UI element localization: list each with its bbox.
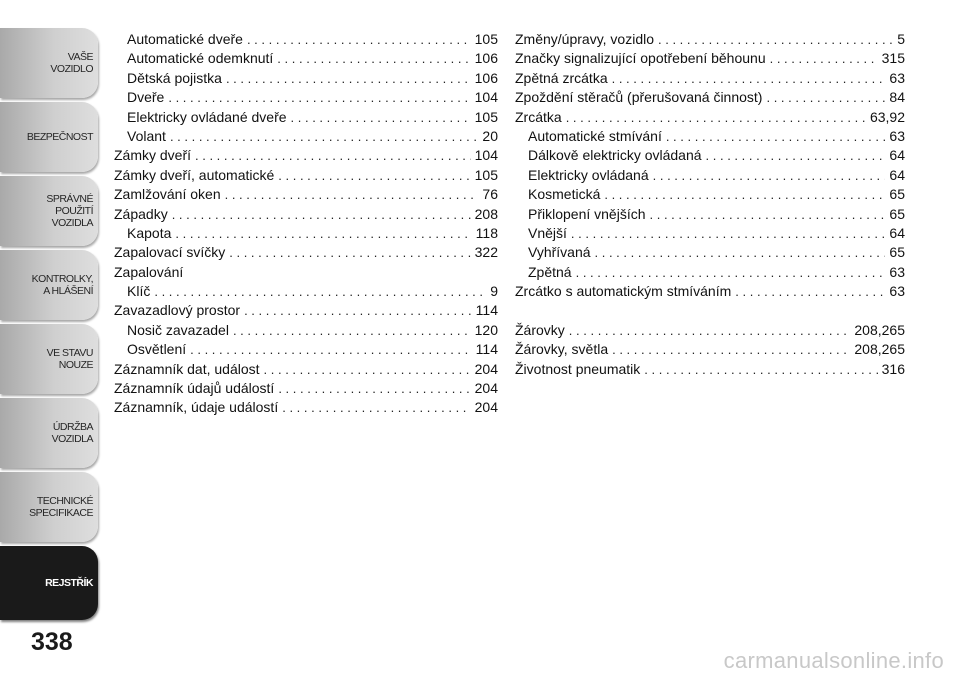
- index-subentry[interactable]: [114, 127, 498, 146]
- index-term: Elektricky ovládané dveře: [127, 108, 287, 125]
- index-page-ref: 104: [474, 147, 498, 164]
- index-term: Volant: [127, 127, 166, 144]
- chapter-tab-label: KONTROLKY, A HLÁŠENÍ: [31, 273, 93, 297]
- dot-leader: [168, 88, 470, 107]
- index-subentry[interactable]: [114, 49, 498, 68]
- index-entry[interactable]: [114, 360, 498, 379]
- index-page-ref: 65: [889, 186, 905, 203]
- index-term: Záznamník, údaje událostí: [114, 399, 279, 416]
- index-term: Dálkově elektricky ovládaná: [528, 147, 702, 164]
- dot-leader: [644, 360, 877, 379]
- index-term: Dětská pojistka: [127, 69, 222, 86]
- index-subentry[interactable]: [515, 146, 905, 165]
- index-subentry[interactable]: [515, 185, 905, 204]
- index-page-ref: 106: [474, 50, 498, 67]
- dot-leader: [735, 282, 885, 301]
- index-page-ref: 20: [482, 127, 498, 144]
- index-term: Žárovky: [515, 321, 565, 338]
- chapter-tab[interactable]: [0, 250, 98, 320]
- index-subentry[interactable]: [515, 224, 905, 243]
- index-page-ref: 84: [889, 89, 905, 106]
- index-page-ref: 204: [474, 399, 498, 416]
- index-entry[interactable]: [114, 166, 498, 185]
- page-number: 338: [31, 628, 73, 656]
- index-term: Zpětná zrcátka: [515, 69, 608, 86]
- dot-leader: [571, 224, 886, 243]
- dot-leader: [154, 282, 486, 301]
- index-term: Zrcátka: [515, 108, 562, 125]
- dot-leader: [247, 30, 471, 49]
- dot-leader: [612, 69, 886, 88]
- dot-leader: [229, 243, 470, 262]
- index-page-ref: 65: [889, 205, 905, 222]
- dot-leader: [277, 49, 470, 68]
- index-page-ref: 63: [889, 69, 905, 86]
- index-term: Přiklopení vnějších: [528, 205, 646, 222]
- index-column-left: [114, 30, 498, 418]
- index-entry[interactable]: [515, 340, 905, 359]
- index-page-ref: 5: [897, 31, 905, 47]
- index-entry[interactable]: [515, 282, 905, 301]
- index-page-ref: 105: [474, 31, 498, 47]
- chapter-tab[interactable]: [0, 398, 98, 468]
- dot-leader: [195, 146, 471, 165]
- dot-leader: [264, 360, 471, 379]
- index-page-ref: 104: [474, 89, 498, 106]
- dot-leader: [770, 49, 878, 68]
- index-page-ref: 114: [475, 341, 498, 358]
- index-entry[interactable]: [515, 108, 905, 127]
- index-page-ref: 105: [474, 108, 498, 125]
- index-term: Elektricky ovládaná: [528, 166, 649, 183]
- dot-leader: [225, 185, 479, 204]
- dot-leader: [190, 340, 472, 359]
- index-term: Automatické odemknutí: [127, 50, 274, 67]
- index-term: Zapalování: [114, 263, 184, 280]
- index-page-ref: 208,265: [854, 341, 905, 358]
- chapter-tab-label: ÚDRŽBA VOZIDLA: [51, 421, 93, 445]
- index-page-ref: 9: [490, 283, 498, 300]
- index-entry[interactable]: [114, 205, 498, 224]
- index-term: Zámky dveří, automatické: [114, 166, 275, 183]
- index-page-ref: 120: [474, 321, 498, 338]
- index-term: Zrcátko s automatickým stmíváním: [515, 283, 732, 300]
- index-page-ref: 106: [474, 69, 498, 86]
- dot-leader: [226, 69, 471, 88]
- chapter-tab-label: BEZPEČNOST: [26, 131, 93, 143]
- chapter-tabs: [0, 28, 98, 624]
- dot-leader: [175, 224, 471, 243]
- index-subentry[interactable]: [515, 127, 905, 146]
- index-page-ref: 208,265: [854, 321, 905, 338]
- chapter-tab[interactable]: [0, 472, 98, 542]
- index-entry[interactable]: [114, 379, 498, 398]
- dot-leader: [278, 379, 470, 398]
- index-page-ref: 64: [889, 166, 905, 183]
- chapter-tab[interactable]: [0, 176, 98, 246]
- index-page-ref: 322: [474, 244, 498, 261]
- chapter-tab-label: TECHNICKÉ SPECIFIKACE: [29, 495, 93, 519]
- dot-leader: [282, 398, 470, 417]
- index-page-ref: 76: [482, 186, 498, 203]
- dot-leader: [291, 108, 471, 127]
- index-term: Zámky dveří: [114, 147, 192, 164]
- index-term: Kosmetická: [528, 186, 601, 203]
- index-entry[interactable]: [114, 263, 498, 282]
- index-term: Západky: [114, 205, 168, 222]
- index-subentry[interactable]: [114, 340, 498, 359]
- dot-leader: [566, 108, 866, 127]
- index-term: Dveře: [127, 89, 165, 106]
- index-page-ref: 105: [474, 166, 498, 183]
- index-term: Zapalovací svíčky: [114, 244, 226, 261]
- dot-leader: [766, 88, 885, 107]
- dot-leader: [244, 301, 472, 320]
- index-page-ref: 118: [475, 224, 498, 241]
- index-term: Žárovky, světla: [515, 341, 609, 358]
- index-term: Kapota: [127, 224, 172, 241]
- index-entry[interactable]: [114, 398, 498, 417]
- chapter-tab-label: REJSTŘÍK: [45, 577, 93, 589]
- index-entry[interactable]: [515, 321, 905, 340]
- dot-leader: [666, 127, 886, 146]
- index-entry[interactable]: [515, 69, 905, 88]
- index-page-ref: 208: [474, 205, 498, 222]
- index-subentry[interactable]: [515, 263, 905, 282]
- index-entry[interactable]: [114, 146, 498, 165]
- index-entry[interactable]: [515, 30, 905, 49]
- index-entry[interactable]: [114, 301, 498, 320]
- dot-leader: [612, 340, 850, 359]
- index-term: Životnost pneumatik: [515, 360, 641, 377]
- index-subentry[interactable]: [114, 30, 498, 49]
- index-subentry[interactable]: [114, 108, 498, 127]
- chapter-tab[interactable]: [0, 546, 98, 620]
- dot-leader: [278, 166, 470, 185]
- index-subentry[interactable]: [114, 321, 498, 340]
- watermark: carmanualsonline.info: [723, 648, 944, 673]
- index-page-ref: 204: [474, 380, 498, 397]
- dot-leader: [650, 205, 886, 224]
- index-term: Klíč: [127, 283, 151, 300]
- index-subentry[interactable]: [515, 205, 905, 224]
- dot-leader: [576, 263, 886, 282]
- chapter-tab[interactable]: [0, 28, 98, 98]
- index-page-ref: 65: [889, 244, 905, 261]
- index-entry[interactable]: [515, 49, 905, 68]
- index-gap: [515, 301, 905, 320]
- chapter-tab[interactable]: [0, 102, 98, 172]
- index-term: Automatické dveře: [127, 31, 243, 47]
- index-page-ref: 204: [474, 360, 498, 377]
- index-column-right: [515, 30, 905, 379]
- index-term: Změny/úpravy, vozidlo: [515, 31, 655, 47]
- chapter-tab-label: VE STAVU NOUZE: [46, 347, 93, 371]
- index-entry[interactable]: [515, 360, 905, 379]
- index-page-ref: 63: [889, 263, 905, 280]
- index-subentry[interactable]: [114, 224, 498, 243]
- index-subentry[interactable]: [114, 282, 498, 301]
- index-term: Zavazadlový prostor: [114, 302, 241, 319]
- index-subentry[interactable]: [114, 69, 498, 88]
- dot-leader: [569, 321, 851, 340]
- chapter-tab[interactable]: [0, 324, 98, 394]
- chapter-tab-label: VAŠE VOZIDLO: [50, 51, 93, 75]
- index-subentry[interactable]: [515, 166, 905, 185]
- index-term: Zpětná: [528, 263, 572, 280]
- index-entry[interactable]: [114, 243, 498, 262]
- index-term: Automatické stmívání: [528, 127, 662, 144]
- dot-leader: [233, 321, 471, 340]
- index-page-ref: 63: [889, 283, 905, 300]
- dot-leader: [170, 127, 478, 146]
- dot-leader: [658, 30, 893, 49]
- chapter-tab-label: SPRÁVNÉ POUŽITÍ VOZIDLA: [46, 193, 93, 229]
- dot-leader: [604, 185, 885, 204]
- index-subentry[interactable]: [114, 88, 498, 107]
- index-page-ref: 316: [881, 360, 905, 377]
- index-term: Záznamník údajů událostí: [114, 380, 275, 397]
- index-page-ref: 64: [889, 224, 905, 241]
- index-term: Osvětlení: [127, 341, 187, 358]
- index-term: Vyhřívaná: [528, 244, 591, 261]
- index-entry[interactable]: [114, 185, 498, 204]
- index-entry[interactable]: [515, 88, 905, 107]
- index-term: Záznamník dat, událost: [114, 360, 260, 377]
- dot-leader: [706, 146, 886, 165]
- index-page-ref: 64: [889, 147, 905, 164]
- index-page-ref: 63,92: [869, 108, 905, 125]
- index-term: Vnější: [528, 224, 567, 241]
- index-page-ref: 315: [881, 50, 905, 67]
- index-page-ref: 114: [475, 302, 498, 319]
- dot-leader: [595, 243, 886, 262]
- dot-leader: [172, 205, 471, 224]
- index-page-ref: 63: [889, 127, 905, 144]
- index-term: Značky signalizující opotřebení běhounu: [515, 50, 766, 67]
- index-term: Zpoždění stěračů (přerušovaná činnost): [515, 89, 763, 106]
- index-subentry[interactable]: [515, 243, 905, 262]
- index-term: Zamlžování oken: [114, 186, 221, 203]
- index-term: Nosič zavazadel: [127, 321, 229, 338]
- dot-leader: [653, 166, 886, 185]
